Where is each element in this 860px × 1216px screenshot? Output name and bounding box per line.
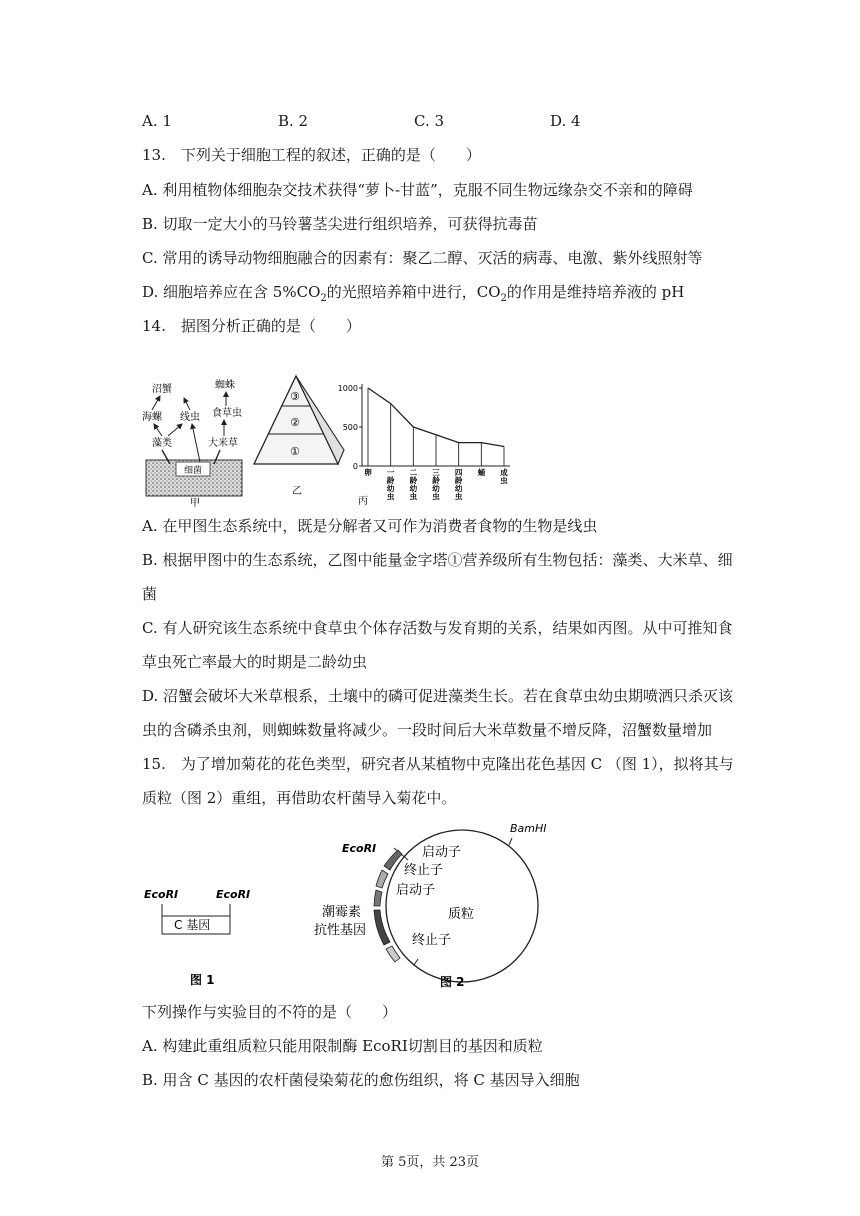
q13-stem: 13. 下列关于细胞工程的叙述，正确的是（ ） [142,146,481,164]
q14-option-c-line1: C. 有人研究该生态系统中食草虫个体存活数与发育期的关系，结果如丙图。从中可推知食 [142,619,733,637]
promoter-label-2: 启动子 [396,883,436,898]
figure-1-caption: 图 1 [190,973,215,987]
q14-option-d-line1: D. 沼蟹会破坏大米草根系，土壤中的磷可促进藻类生长。若在食草虫幼虫期喷洒只杀灭该 [142,687,734,705]
plasmid-label: 质粒 [448,907,475,922]
gene-c-diagram [140,878,270,990]
label-spartina: 大米草 [208,438,238,449]
y-tick-label: 1000 [337,384,358,393]
x-tick-label: 虫 [409,492,418,501]
q14-option-a: A. 在甲图生态系统中，既是分解者又可作为消费者食物的生物是线虫 [142,517,598,535]
energy-pyramid [248,372,348,502]
x-tick-label: 虫 [432,492,440,501]
q15-stem-line2: 质粒（图 2）重组，再借助农杆菌导入菊花中。 [142,789,457,807]
gene-c-label: C 基因 [174,918,211,932]
x-tick-label: 幼 [409,484,418,493]
label-spider: 蜘蛛 [215,380,235,391]
resistance-gene-label-1: 潮霉素 [322,905,362,920]
caption-jia: 甲 [190,498,200,509]
label-algae: 藻类 [152,438,172,449]
x-tick-label: 龄 [432,476,440,485]
q15-ask: 下列操作与实验目的不符的是（ ） [142,1003,398,1021]
caption-yi: 乙 [292,486,302,497]
option-b: B. 2 [278,112,309,130]
x-tick-label: 虫 [500,476,508,485]
plasmid-ring [386,830,538,982]
x-tick-label: 幼 [386,484,395,493]
x-tick-label: 二 [409,468,418,477]
option-c: C. 3 [414,112,445,130]
q13-option-a: A. 利用植物体细胞杂交技术获得“萝卜-甘蓝”，克服不同生物远缘杂交不亲和的障碍 [142,181,693,199]
q15-stem-line1: 15. 为了增加菊花的花色类型，研究者从某植物中克隆出花色基因 C （图 1），拟将其与 [142,755,734,773]
q14-option-b-line2: 菌 [142,585,158,603]
x-tick-label: 卵 [364,468,372,477]
plasmid-diagram [298,818,578,990]
label-crab: 沼蟹 [152,384,172,395]
q14-option-b-line1: B. 根据甲图中的生态系统，乙图中能量金字塔①营养级所有生物包括：藻类、大米草、细 [142,551,733,569]
x-tick-label: 幼 [432,484,440,493]
q15-option-b: B. 用含 C 基因的农杆菌侵染菊花的愈伤组织，将 C 基因导入细胞 [142,1071,580,1089]
resistance-gene-label-2: 抗性基因 [314,923,367,938]
label-bacteria: 细菌 [184,466,203,476]
label-snail: 海螺 [142,412,162,423]
q14-option-c-line2: 草虫死亡率最大的时期是二龄幼虫 [142,653,368,671]
q13-option-c: C. 常用的诱导动物细胞融合的因素有：聚乙二醇、灭活的病毒、电激、紫外线照射等 [142,249,703,267]
chart-x-ticks [364,467,508,501]
y-tick-label: 0 [352,462,358,471]
q14-stem: 14. 据图分析正确的是（ ） [142,317,361,335]
promoter-label-1: 启动子 [422,845,462,860]
x-tick-label: 一 [386,468,395,477]
q13-option-d: D. 细胞培养应在含 $5\%CO_2$的光照培养箱中进行，$CO_2$的作用是维持培养液的 pH [142,283,685,304]
pyramid-level-2: ② [290,416,300,429]
x-tick-label: 龄 [409,476,418,485]
x-tick-label: 虫 [386,492,395,501]
caption-bing: 丙 [358,496,368,507]
q15-option-a: A. 构建此重组质粒只能用限制酶 EcoRⅠ切割目的基因和质粒 [142,1037,543,1055]
x-tick-label: 幼 [454,484,463,493]
food-web-diagram [140,378,248,508]
x-tick-label: 成 [500,468,508,477]
label-nematode: 线虫 [180,412,200,423]
q13-option-b: B. 切取一定大小的马铃薯茎尖进行组织培养，可获得抗毒苗 [142,215,538,233]
ecori-left-label: EcoRⅠ [144,888,179,901]
chart-y-ticks [338,384,362,471]
survival-chart [337,378,520,510]
ecori-right-label: EcoRⅠ [216,888,251,901]
figure-2-caption: 图 2 [440,975,465,989]
x-tick-label: 龄 [386,476,395,485]
x-tick-label: 龄 [454,476,463,485]
ecori-label: EcoRⅠ [342,842,377,855]
chart-series [368,388,504,466]
terminator-label-2: 终止子 [412,933,452,948]
x-tick-label: 三 [432,468,440,477]
x-tick-label: 四 [454,468,463,477]
y-tick-label: 500 [342,423,358,432]
q14-option-d-line2: 虫的含磷杀虫剂，则蜘蛛数量将减少。一段时间后大米草数量不增反降，沼蟹数量增加 [142,721,713,739]
terminator-label-1: 终止子 [404,863,444,878]
page-footer: 第 5页，共 23页 [380,1155,480,1170]
bamhi-label: BamHⅠ [510,822,547,835]
pyramid-level-3: ③ [290,390,300,403]
pyramid-level-1: ① [290,445,300,458]
option-d: D. 4 [550,112,581,130]
x-tick-label: 蛹 [477,468,486,477]
x-tick-label: 虫 [454,492,463,501]
option-a: A. 1 [142,112,172,130]
label-herbivore-insect: 食草虫 [212,408,242,419]
